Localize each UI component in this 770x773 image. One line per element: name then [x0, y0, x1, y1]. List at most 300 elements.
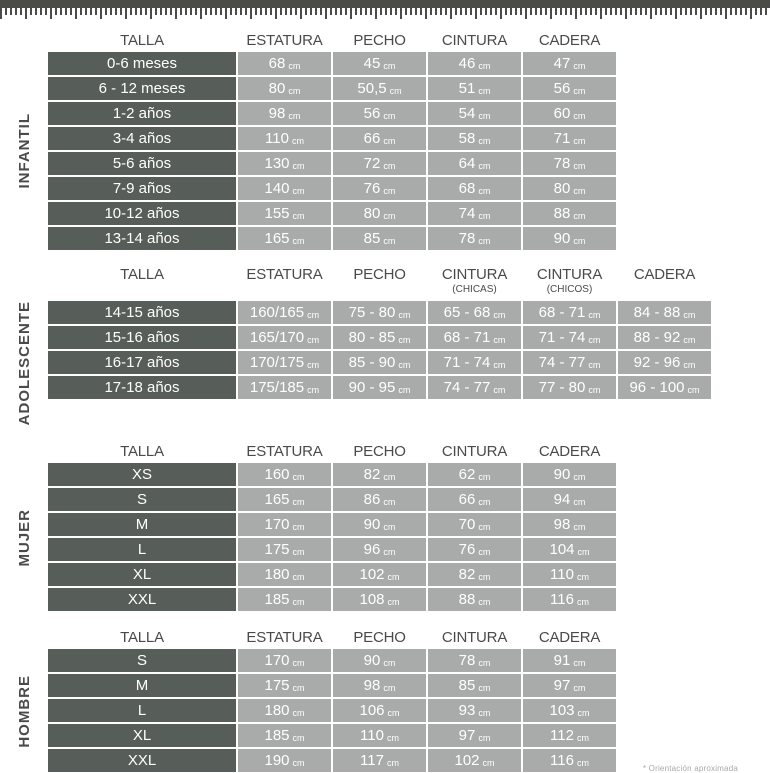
value-number: 47 [553, 55, 571, 72]
value-unit: cm [573, 471, 586, 482]
section-label-adolescente [0, 301, 48, 425]
value-unit: cm [576, 571, 589, 582]
rows-hombre [48, 649, 770, 772]
value-unit: cm [576, 757, 589, 768]
value-unit: cm [478, 682, 491, 693]
value-unit: cm [588, 309, 601, 320]
value-number: 103 [549, 702, 575, 720]
column-header-cadera: CADERA [538, 629, 601, 647]
value-number: 78 [458, 230, 476, 247]
value-cell [333, 513, 426, 536]
value-number: 84 - 88 [633, 304, 681, 321]
value-cell [618, 376, 711, 399]
value-cell [238, 52, 331, 75]
value-cell [333, 152, 426, 175]
value-cell [333, 351, 426, 374]
value-cell [428, 152, 521, 175]
talla-cell: 0-6 meses [48, 52, 236, 75]
value-unit: cm [292, 682, 305, 693]
value-unit: cm [478, 521, 491, 532]
value-cell [428, 77, 521, 100]
value-number: 90 [553, 230, 571, 247]
header-row-infantil [48, 28, 770, 52]
value-number: 54 [458, 105, 476, 122]
value-cell [238, 563, 331, 586]
value-unit: cm [478, 496, 491, 507]
value-unit: cm [573, 110, 586, 121]
value-unit: cm [383, 135, 396, 146]
table-row [48, 649, 770, 672]
value-number: 130 [264, 155, 290, 172]
talla-cell: M [48, 674, 236, 697]
value-number: 77 - 80 [538, 379, 586, 396]
value-unit: cm [292, 235, 305, 246]
section-adolescente [0, 262, 770, 425]
value-cell [238, 227, 331, 250]
table-row [48, 202, 770, 225]
value-number: 85 - 90 [348, 354, 396, 371]
value-number: 190 [264, 752, 290, 770]
value-number: 66 [363, 130, 381, 147]
value-cell [333, 463, 426, 486]
value-cell [428, 588, 521, 611]
value-number: 68 [458, 180, 476, 197]
value-number: 66 [458, 491, 476, 509]
table-body-mujer [0, 463, 770, 611]
value-number: 78 [553, 155, 571, 172]
value-cell [523, 102, 616, 125]
value-number: 58 [458, 130, 476, 147]
value-number: 90 [363, 516, 381, 534]
value-number: 56 [553, 80, 571, 97]
measuring-tape-ruler [0, 0, 770, 20]
value-cell [238, 301, 331, 324]
value-number: 82 [363, 466, 381, 484]
rows-mujer [48, 463, 770, 611]
value-cell [428, 699, 521, 722]
value-number: 91 [553, 652, 571, 670]
talla-cell: 15-16 años [48, 326, 236, 349]
value-unit: cm [383, 682, 396, 693]
value-cell [238, 102, 331, 125]
column-header-cintura: CINTURA (CHICOS) [523, 267, 616, 297]
value-unit: cm [383, 657, 396, 668]
value-unit: cm [292, 210, 305, 221]
section-label-hombre [0, 649, 48, 772]
column-header-estatura: ESTATURA [246, 32, 323, 49]
value-cell [333, 588, 426, 611]
value-cell [428, 202, 521, 225]
header-row-adolescente [48, 262, 770, 301]
value-cell [333, 538, 426, 561]
talla-cell: XXL [48, 749, 236, 772]
talla-cell: M [48, 513, 236, 536]
talla-cell: 6 - 12 meses [48, 77, 236, 100]
value-number: 96 [363, 541, 381, 559]
value-cell [238, 463, 331, 486]
value-number: 80 [553, 180, 571, 197]
value-unit: cm [383, 521, 396, 532]
value-number: 104 [549, 541, 575, 559]
value-unit: cm [288, 110, 301, 121]
value-number: 68 - 71 [443, 329, 491, 346]
section-label-text: MUJER [15, 508, 33, 567]
value-cell [333, 52, 426, 75]
value-unit: cm [398, 384, 411, 395]
table-row [48, 376, 770, 399]
section-infantil [0, 28, 770, 250]
value-cell [333, 649, 426, 672]
value-unit: cm [398, 359, 411, 370]
value-cell [333, 77, 426, 100]
value-number: 170 [264, 652, 290, 670]
value-unit: cm [383, 110, 396, 121]
column-header-talla: TALLA [120, 629, 164, 647]
value-number: 106 [359, 702, 385, 720]
value-unit: cm [576, 732, 589, 743]
value-number: 98 [268, 105, 286, 122]
value-number: 116 [550, 752, 574, 770]
value-number: 96 - 100 [629, 379, 685, 396]
value-number: 64 [458, 155, 476, 172]
value-cell [618, 351, 711, 374]
table-row [48, 488, 770, 511]
value-unit: cm [292, 496, 305, 507]
value-cell [333, 488, 426, 511]
value-number: 50,5 [357, 80, 387, 97]
value-unit: cm [292, 521, 305, 532]
value-number: 45 [363, 55, 381, 72]
value-unit: cm [387, 571, 400, 582]
rows-adolescente [48, 301, 770, 425]
value-number: 62 [458, 466, 476, 484]
value-cell [333, 102, 426, 125]
value-number: 82 [458, 566, 476, 584]
value-cell [238, 674, 331, 697]
column-header-cintura: CINTURA (CHICAS) [428, 267, 521, 297]
value-unit: cm [478, 60, 491, 71]
value-cell [238, 724, 331, 747]
value-unit: cm [307, 359, 320, 370]
column-header-pecho: PECHO [353, 443, 406, 461]
value-cell [523, 77, 616, 100]
table-row [48, 102, 770, 125]
value-number: 185 [264, 591, 290, 609]
value-unit: cm [478, 210, 491, 221]
value-cell [523, 463, 616, 486]
value-cell [428, 674, 521, 697]
value-number: 88 [458, 591, 476, 609]
value-number: 98 [363, 677, 381, 695]
value-number: 90 - 95 [348, 379, 396, 396]
column-header-estatura: ESTATURA [246, 443, 323, 461]
value-number: 71 - 74 [443, 354, 491, 371]
value-unit: cm [383, 546, 396, 557]
value-number: 170/175 [249, 354, 305, 371]
talla-cell: 17-18 años [48, 376, 236, 399]
value-cell [523, 202, 616, 225]
value-unit: cm [292, 546, 305, 557]
section-mujer [0, 439, 770, 611]
talla-cell: 3-4 años [48, 127, 236, 150]
talla-cell: 7-9 años [48, 177, 236, 200]
table-row [48, 326, 770, 349]
value-cell [238, 488, 331, 511]
talla-cell: 5-6 años [48, 152, 236, 175]
value-unit: cm [478, 707, 491, 718]
value-unit: cm [292, 185, 305, 196]
value-unit: cm [387, 596, 400, 607]
value-unit: cm [573, 682, 586, 693]
value-cell [523, 127, 616, 150]
value-cell [523, 376, 616, 399]
value-unit: cm [478, 546, 491, 557]
value-number: 175 [264, 677, 290, 695]
value-cell [523, 326, 616, 349]
value-number: 92 - 96 [633, 354, 681, 371]
value-cell [428, 351, 521, 374]
value-number: 98 [553, 516, 571, 534]
section-label-mujer [0, 463, 48, 611]
value-number: 170 [264, 516, 290, 534]
header-row-mujer [48, 439, 770, 463]
value-number: 80 - 85 [348, 329, 396, 346]
value-unit: cm [307, 384, 320, 395]
value-number: 80 [363, 205, 381, 222]
table-row [48, 563, 770, 586]
value-number: 60 [553, 105, 571, 122]
value-unit: cm [573, 235, 586, 246]
value-unit: cm [588, 334, 601, 345]
value-number: 110 [360, 727, 384, 745]
value-unit: cm [482, 757, 495, 768]
value-cell [428, 649, 521, 672]
value-unit: cm [291, 135, 304, 146]
value-number: 80 [268, 80, 286, 97]
value-unit: cm [493, 359, 506, 370]
column-subheader: (CHICOS) [546, 284, 593, 295]
value-number: 65 - 68 [443, 304, 491, 321]
value-number: 160 [264, 466, 290, 484]
value-cell [238, 202, 331, 225]
value-number: 88 - 92 [633, 329, 681, 346]
column-header-cintura: CINTURA [441, 443, 508, 461]
value-cell [428, 52, 521, 75]
value-cell [428, 376, 521, 399]
table-row [48, 538, 770, 561]
value-unit: cm [588, 359, 601, 370]
value-unit: cm [573, 521, 586, 532]
value-cell [333, 127, 426, 150]
table-row [48, 351, 770, 374]
footnote: * Orientación aproximada [642, 764, 738, 773]
value-cell [238, 77, 331, 100]
value-number: 97 [553, 677, 571, 695]
value-cell [523, 177, 616, 200]
value-unit: cm [573, 60, 586, 71]
value-unit: cm [478, 235, 491, 246]
value-number: 160/165 [249, 304, 305, 321]
table-row [48, 227, 770, 250]
value-number: 90 [553, 466, 571, 484]
value-number: 85 [363, 230, 381, 247]
value-cell [523, 563, 616, 586]
value-number: 68 - 71 [538, 304, 586, 321]
value-number: 74 - 77 [538, 354, 586, 371]
value-unit: cm [478, 471, 491, 482]
value-cell [523, 227, 616, 250]
value-number: 175 [264, 541, 290, 559]
value-cell [238, 699, 331, 722]
value-unit: cm [478, 571, 491, 582]
value-number: 102 [359, 566, 385, 584]
talla-cell: XL [48, 563, 236, 586]
column-header-cintura: CINTURA [441, 32, 508, 49]
value-cell [238, 152, 331, 175]
value-cell [428, 749, 521, 772]
table-row [48, 177, 770, 200]
value-cell [333, 699, 426, 722]
value-unit: cm [288, 85, 301, 96]
value-number: 85 [458, 677, 476, 695]
value-cell [238, 749, 331, 772]
value-cell [523, 699, 616, 722]
value-cell [523, 351, 616, 374]
value-cell [428, 227, 521, 250]
value-unit: cm [478, 657, 491, 668]
value-unit: cm [386, 732, 399, 743]
value-cell [523, 649, 616, 672]
value-unit: cm [398, 309, 411, 320]
talla-cell: 10-12 años [48, 202, 236, 225]
value-number: 108 [359, 591, 385, 609]
value-cell [333, 724, 426, 747]
value-unit: cm [687, 384, 700, 395]
value-number: 117 [360, 752, 384, 770]
value-cell [333, 227, 426, 250]
value-unit: cm [292, 471, 305, 482]
value-number: 88 [553, 205, 571, 222]
value-unit: cm [576, 596, 589, 607]
table-row [48, 588, 770, 611]
section-label-text: HOMBRE [15, 674, 33, 748]
value-cell [523, 674, 616, 697]
value-unit: cm [383, 60, 396, 71]
talla-cell: XXL [48, 588, 236, 611]
value-unit: cm [573, 185, 586, 196]
talla-cell: L [48, 699, 236, 722]
column-header-cintura: CINTURA [441, 629, 508, 647]
value-unit: cm [588, 384, 601, 395]
value-cell [333, 563, 426, 586]
value-cell [428, 488, 521, 511]
value-unit: cm [292, 732, 305, 743]
value-number: 93 [458, 702, 476, 720]
value-number: 90 [363, 652, 381, 670]
value-unit: cm [493, 309, 506, 320]
value-number: 76 [363, 180, 381, 197]
value-number: 140 [264, 180, 290, 197]
value-number: 102 [454, 752, 480, 770]
value-cell [428, 102, 521, 125]
value-unit: cm [383, 160, 396, 171]
value-cell [333, 674, 426, 697]
value-unit: cm [383, 471, 396, 482]
value-unit: cm [288, 60, 301, 71]
talla-cell: 13-14 años [48, 227, 236, 250]
value-cell [333, 202, 426, 225]
value-number: 185 [264, 727, 290, 745]
value-unit: cm [577, 546, 590, 557]
value-unit: cm [478, 160, 491, 171]
value-unit: cm [577, 707, 590, 718]
column-header-cadera: CADERA [538, 443, 601, 461]
value-unit: cm [383, 185, 396, 196]
value-cell [523, 301, 616, 324]
value-unit: cm [573, 496, 586, 507]
talla-cell: 14-15 años [48, 301, 236, 324]
section-label-text: ADOLESCENTE [15, 301, 33, 426]
value-number: 180 [264, 702, 290, 720]
talla-cell: 1-2 años [48, 102, 236, 125]
value-unit: cm [573, 210, 586, 221]
value-number: 75 - 80 [348, 304, 396, 321]
value-number: 74 [458, 205, 476, 222]
value-unit: cm [683, 334, 696, 345]
talla-cell: 16-17 años [48, 351, 236, 374]
value-unit: cm [389, 85, 402, 96]
value-unit: cm [573, 85, 586, 96]
column-header-pecho: PECHO [353, 629, 406, 647]
header-row-hombre [48, 625, 770, 649]
table-row [48, 52, 770, 75]
value-number: 112 [550, 727, 574, 745]
value-number: 46 [458, 55, 476, 72]
value-number: 74 - 77 [443, 379, 491, 396]
value-cell [333, 326, 426, 349]
value-unit: cm [383, 496, 396, 507]
value-unit: cm [573, 135, 586, 146]
value-cell [238, 326, 331, 349]
value-cell [523, 749, 616, 772]
value-unit: cm [683, 309, 696, 320]
table-row [48, 513, 770, 536]
value-number: 71 [553, 130, 571, 147]
column-subheader: (CHICAS) [452, 284, 497, 295]
value-unit: cm [683, 359, 696, 370]
value-cell [428, 513, 521, 536]
value-cell [523, 538, 616, 561]
value-number: 78 [458, 652, 476, 670]
table-body-adolescente [0, 301, 770, 425]
column-header-pecho: PECHO [353, 266, 406, 283]
value-number: 110 [550, 566, 574, 584]
table-row [48, 301, 770, 324]
value-unit: cm [478, 85, 491, 96]
value-unit: cm [387, 707, 400, 718]
value-unit: cm [383, 235, 396, 246]
value-cell [523, 152, 616, 175]
table-body-hombre [0, 649, 770, 772]
value-cell [238, 588, 331, 611]
value-unit: cm [478, 110, 491, 121]
value-cell [428, 563, 521, 586]
value-number: 97 [458, 727, 476, 745]
talla-cell: L [48, 538, 236, 561]
column-header-cadera: CADERA [538, 32, 601, 49]
rows-infantil [48, 52, 770, 250]
table-row [48, 674, 770, 697]
